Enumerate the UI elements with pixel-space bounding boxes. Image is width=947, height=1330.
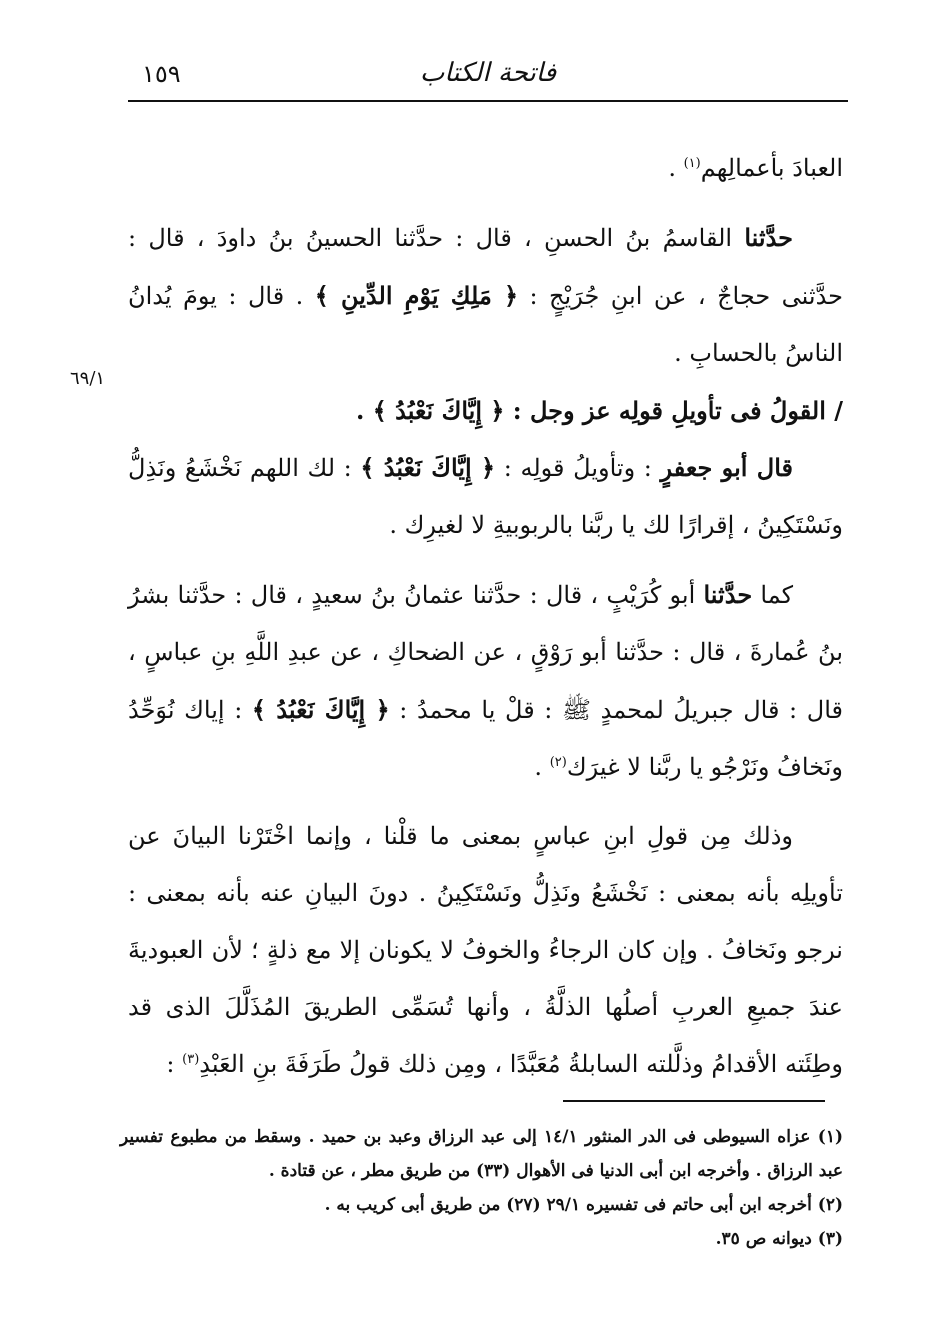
- narration-lead: حدَّثنا: [744, 223, 794, 252]
- paragraph-4: [128, 439, 843, 554]
- paragraph-text: أبو كُرَيْبٍ ، قال : حدَّثنا عثمانُ بنُ سعيدٍ ، قال : حدَّثنا بشرُ بنُ عُمارةَ ، قال : حدَّثنا أبو رَوْقٍ ، عن الضحاكِ ، عن عبدِ اللَّهِ بنِ عباسٍ ، قال : قال جبريلُ لمحمدٍ ﷺ : قلْ يا محمدُ :: [128, 581, 844, 724]
- narration-lead: حدَّثنا: [703, 580, 753, 609]
- page-header: [128, 58, 848, 98]
- heading-tail: .: [355, 396, 373, 425]
- paragraph-pre: كما: [752, 581, 793, 609]
- paragraph-text: القاسمُ بنُ الحسنِ ، قال : حدَّثنا الحسينُ بنُ داودَ ، قال : حدَّثنى حجاجٌ ، عن ابنِ جُرَيْجٍ :: [128, 224, 844, 310]
- paragraph-2: [128, 209, 843, 382]
- footnote-1: (١) عزاه السيوطى فى الدر المنثور ١٤/١ إلى عبد الرزاق وعبد بن حميد . وسقط من مطبوع تفسير عبد الرزاق . وأخرجه ابن أبى الدنيا فى الأهوال (٣٣) من طريق مطر ، عن قتادة .: [120, 1127, 844, 1181]
- margin-reference: ٦٩/١: [70, 368, 106, 389]
- quran-verse: ﴿ مَلِكِ يَوْمِ الدِّينِ ﴾: [314, 281, 519, 310]
- paragraph-1: [128, 140, 843, 197]
- speaker-lead: قال أبو جعفرٍ: [660, 453, 793, 482]
- quran-verse: ﴿ إِيَّاكَ نَعْبُدُ ﴾: [372, 396, 505, 425]
- footnote-marker: (٢): [549, 755, 567, 770]
- paragraph-tail: . قال : يومَ يُدانُ الناسُ بالحسابِ .: [128, 282, 843, 367]
- paragraph-end: :: [166, 1050, 183, 1078]
- paragraph-end: .: [668, 154, 684, 182]
- paragraph-end: .: [534, 753, 550, 781]
- paragraph-tail: : إياك نُوَحِّدُ ونَخافُ ونَرْجُو يا ربَّنا لا غيرَك: [128, 696, 843, 781]
- footnote-rule: [563, 1100, 825, 1102]
- footnote-marker: (١): [683, 156, 701, 171]
- quran-verse: ﴿ إِيَّاكَ نَعْبُدُ ﴾: [251, 695, 390, 724]
- page-number: ١٥٩: [142, 60, 181, 88]
- paragraph-5: [128, 566, 843, 796]
- quran-verse: ﴿ إِيَّاكَ نَعْبُدُ ﴾: [360, 453, 496, 482]
- paragraph-text: وذلك مِن قولِ ابنِ عباسٍ بمعنى ما قلْنا ، وإنما اخْتَرْنا البيانَ عن تأويلِه بأنه بمعنى : نَخْشَعُ ونَذِلُّ ونَسْتَكِينُ . دونَ البيانِ عنه بأنه بمعنى : نرجو ونَخافُ . وإن كان الرجاءُ والخوفُ لا يكونان إلا مع ذلةٍ ؛ لأن العبوديةَ عندَ جميعِ العربِ أصلُها الذلَّةُ ، وأنها تُسَمِّى الطريقَ المُذَلَّلَ الذى قد وطِئَته الأقدامُ وذلَّلته السابلةُ مُعَبَّدًا ، ومِن ذلك قولُ طَرَفَةَ بنِ العَبْدِ: [128, 822, 843, 1078]
- section-heading: [128, 382, 843, 439]
- paragraph-tail: : لك اللهم نَخْشَعُ ونَذِلُّ ونَسْتَكِينُ ، إقرارًا لك يا ربَّنا بالربوبيةِ لا لغيرِك .: [128, 454, 843, 539]
- paragraph-6: [128, 808, 843, 1093]
- footnote-3: (٣) ديوانه ص ٣٥.: [715, 1229, 843, 1249]
- header-rule: [128, 100, 848, 102]
- footnote-marker: (٣): [182, 1052, 200, 1067]
- footnotes: [120, 1120, 843, 1256]
- main-text: [128, 140, 843, 1093]
- running-title: فاتحة الكتاب: [419, 58, 557, 88]
- footnote-2: (٢) أخرجه ابن أبى حاتم فى تفسيره ٢٩/١ (٢٧) من طريق أبى كريب به .: [324, 1195, 843, 1215]
- heading-text: / القولُ فى تأويلِ قولِه عز وجل :: [504, 396, 843, 425]
- paragraph-text: : وتأويلُ قولِه :: [495, 454, 661, 482]
- paragraph-text: العبادَ بأعمالِهم: [700, 154, 843, 182]
